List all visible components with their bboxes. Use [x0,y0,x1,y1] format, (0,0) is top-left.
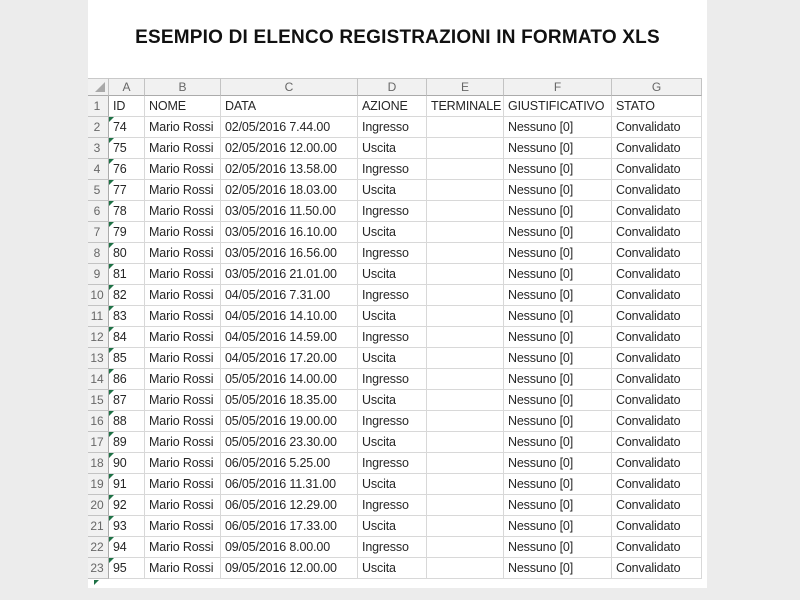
cell-stato[interactable]: Convalidato [612,243,702,264]
cell-terminale[interactable] [427,411,504,432]
cell-giustificativo[interactable]: Nessuno [0] [504,327,612,348]
table-row [88,453,702,474]
cell-giustificativo[interactable]: Nessuno [0] [504,390,612,411]
cell-id[interactable]: 81 [109,264,145,285]
cell-giustificativo[interactable]: Nessuno [0] [504,180,612,201]
cell-terminale[interactable] [427,327,504,348]
table-row [88,201,702,222]
cell-data[interactable]: 09/05/2016 8.00.00 [221,537,358,558]
cell-giustificativo[interactable]: Nessuno [0] [504,432,612,453]
cell-azione[interactable]: Uscita [358,264,427,285]
cell-nome[interactable]: Mario Rossi [145,285,221,306]
cell-giustificativo[interactable]: Nessuno [0] [504,495,612,516]
cell-data[interactable]: 06/05/2016 5.25.00 [221,453,358,474]
table-row [88,516,702,537]
cell-id[interactable]: 78 [109,201,145,222]
row-number[interactable]: 17 [88,432,109,453]
cell-data[interactable]: 09/05/2016 12.00.00 [221,558,358,579]
column-header-f[interactable]: F [504,78,612,96]
cell-nome[interactable]: Mario Rossi [145,243,221,264]
row-number[interactable]: 16 [88,411,109,432]
cell-terminale[interactable] [427,537,504,558]
cell-azione[interactable]: Ingresso [358,159,427,180]
cell-azione[interactable]: Uscita [358,138,427,159]
cell-stato[interactable]: Convalidato [612,558,702,579]
cell-giustificativo[interactable]: Nessuno [0] [504,537,612,558]
column-letter-row [88,78,702,96]
cell-data[interactable]: 03/05/2016 16.10.00 [221,222,358,243]
table-row [88,180,702,201]
table-row [88,306,702,327]
table-row [88,222,702,243]
cell-azione[interactable]: Uscita [358,222,427,243]
cell-azione[interactable]: Ingresso [358,453,427,474]
table-row [88,264,702,285]
cell-data[interactable]: 06/05/2016 17.33.00 [221,516,358,537]
cell-data[interactable]: 02/05/2016 13.58.00 [221,159,358,180]
table-row [88,138,702,159]
cell-stato[interactable]: Convalidato [612,474,702,495]
number-stored-as-text-flag-icon [109,348,114,353]
header-cell-stato[interactable]: STATO [612,96,702,117]
cell-data[interactable]: 05/05/2016 14.00.00 [221,369,358,390]
cell-terminale[interactable] [427,453,504,474]
cell-nome[interactable]: Mario Rossi [145,138,221,159]
cell-nome[interactable]: Mario Rossi [145,369,221,390]
cell-azione[interactable]: Ingresso [358,201,427,222]
cell-id[interactable]: 77 [109,180,145,201]
cell-id[interactable]: 88 [109,411,145,432]
header-cell-data[interactable]: DATA [221,96,358,117]
cell-terminale[interactable] [427,432,504,453]
cell-stato[interactable]: Convalidato [612,201,702,222]
number-stored-as-text-flag-icon [109,264,114,269]
cell-data[interactable]: 06/05/2016 11.31.00 [221,474,358,495]
column-header-b[interactable]: B [145,78,221,96]
sheet-body [88,117,702,579]
cell-id[interactable]: 84 [109,327,145,348]
cell-terminale[interactable] [427,495,504,516]
number-stored-as-text-flag-icon [109,285,114,290]
row-number[interactable]: 10 [88,285,109,306]
cell-id[interactable]: 80 [109,243,145,264]
cell-azione[interactable]: Ingresso [358,369,427,390]
cell-stato[interactable]: Convalidato [612,306,702,327]
cell-azione[interactable]: Ingresso [358,411,427,432]
cell-data[interactable]: 05/05/2016 19.00.00 [221,411,358,432]
cell-terminale[interactable] [427,285,504,306]
cell-nome[interactable]: Mario Rossi [145,474,221,495]
row-number[interactable]: 4 [88,159,109,180]
cell-azione[interactable]: Ingresso [358,495,427,516]
cell-giustificativo[interactable]: Nessuno [0] [504,264,612,285]
cell-stato[interactable]: Convalidato [612,495,702,516]
cell-stato[interactable]: Convalidato [612,264,702,285]
row-number[interactable]: 20 [88,495,109,516]
cell-data[interactable]: 05/05/2016 18.35.00 [221,390,358,411]
cell-stato[interactable]: Convalidato [612,369,702,390]
cell-giustificativo[interactable]: Nessuno [0] [504,453,612,474]
cell-giustificativo[interactable]: Nessuno [0] [504,201,612,222]
row-number[interactable]: 6 [88,201,109,222]
cell-azione[interactable]: Uscita [358,180,427,201]
cell-stato[interactable]: Convalidato [612,537,702,558]
number-stored-as-text-flag-icon [109,411,114,416]
cell-id[interactable]: 85 [109,348,145,369]
cell-nome[interactable]: Mario Rossi [145,432,221,453]
cell-azione[interactable]: Uscita [358,432,427,453]
cell-giustificativo[interactable]: Nessuno [0] [504,411,612,432]
cell-terminale[interactable] [427,369,504,390]
number-stored-as-text-flag-icon [109,222,114,227]
row-number[interactable]: 22 [88,537,109,558]
number-stored-as-text-flag-icon [109,390,114,395]
table-row [88,285,702,306]
table-header-row [88,96,702,117]
cell-terminale[interactable] [427,348,504,369]
row-number[interactable]: 13 [88,348,109,369]
cell-id[interactable]: 87 [109,390,145,411]
row-number[interactable]: 21 [88,516,109,537]
cell-stato[interactable]: Convalidato [612,453,702,474]
select-all-corner[interactable] [88,78,109,96]
cell-stato[interactable]: Convalidato [612,327,702,348]
cell-data[interactable]: 04/05/2016 14.10.00 [221,306,358,327]
cell-id[interactable]: 74 [109,117,145,138]
row-number[interactable]: 15 [88,390,109,411]
cell-giustificativo[interactable]: Nessuno [0] [504,285,612,306]
cell-id[interactable]: 86 [109,369,145,390]
cell-data[interactable]: 04/05/2016 17.20.00 [221,348,358,369]
cell-terminale[interactable] [427,159,504,180]
cell-data[interactable]: 02/05/2016 18.03.00 [221,180,358,201]
overflow-row-flag-icon [94,580,99,585]
cell-giustificativo[interactable]: Nessuno [0] [504,348,612,369]
row-number[interactable]: 5 [88,180,109,201]
number-stored-as-text-flag-icon [109,180,114,185]
number-stored-as-text-flag-icon [109,453,114,458]
cell-azione[interactable]: Ingresso [358,537,427,558]
cell-nome[interactable]: Mario Rossi [145,201,221,222]
page-title: ESEMPIO DI ELENCO REGISTRAZIONI IN FORMATO XLS [135,27,660,48]
cell-azione[interactable]: Ingresso [358,243,427,264]
cell-stato[interactable]: Convalidato [612,159,702,180]
row-number[interactable]: 12 [88,327,109,348]
row-number[interactable]: 1 [88,96,109,117]
header-cell-terminale[interactable]: TERMINALE [427,96,504,117]
cell-azione[interactable]: Ingresso [358,117,427,138]
number-stored-as-text-flag-icon [109,558,114,563]
cell-stato[interactable]: Convalidato [612,411,702,432]
number-stored-as-text-flag-icon [109,432,114,437]
row-number[interactable]: 23 [88,558,109,579]
cell-stato[interactable]: Convalidato [612,222,702,243]
cell-terminale[interactable] [427,474,504,495]
table-row [88,390,702,411]
cell-id[interactable]: 93 [109,516,145,537]
cell-id[interactable]: 89 [109,432,145,453]
table-row [88,495,702,516]
row-number[interactable]: 14 [88,369,109,390]
column-header-g[interactable]: G [612,78,702,96]
cell-nome[interactable]: Mario Rossi [145,264,221,285]
cell-terminale[interactable] [427,222,504,243]
cell-id[interactable]: 95 [109,558,145,579]
cell-stato[interactable]: Convalidato [612,390,702,411]
cell-stato[interactable]: Convalidato [612,516,702,537]
cell-nome[interactable]: Mario Rossi [145,411,221,432]
column-header-e[interactable]: E [427,78,504,96]
cell-nome[interactable]: Mario Rossi [145,537,221,558]
cell-azione[interactable]: Uscita [358,390,427,411]
cell-id[interactable]: 90 [109,453,145,474]
row-number[interactable]: 2 [88,117,109,138]
cell-terminale[interactable] [427,138,504,159]
number-stored-as-text-flag-icon [109,117,114,122]
table-row [88,327,702,348]
number-stored-as-text-flag-icon [109,138,114,143]
number-stored-as-text-flag-icon [109,159,114,164]
cell-giustificativo[interactable]: Nessuno [0] [504,159,612,180]
cell-azione[interactable]: Ingresso [358,327,427,348]
cell-nome[interactable]: Mario Rossi [145,516,221,537]
cell-azione[interactable]: Uscita [358,516,427,537]
cell-terminale[interactable] [427,306,504,327]
cell-id[interactable]: 94 [109,537,145,558]
spreadsheet-page [88,0,707,588]
column-header-d[interactable]: D [358,78,427,96]
row-number[interactable]: 7 [88,222,109,243]
row-number[interactable]: 3 [88,138,109,159]
table-row [88,243,702,264]
cell-nome[interactable]: Mario Rossi [145,390,221,411]
cell-giustificativo[interactable]: Nessuno [0] [504,369,612,390]
header-cell-giustificativo[interactable]: GIUSTIFICATIVO [504,96,612,117]
cell-nome[interactable]: Mario Rossi [145,222,221,243]
cell-giustificativo[interactable]: Nessuno [0] [504,558,612,579]
cell-azione[interactable]: Ingresso [358,285,427,306]
column-header-a[interactable]: A [109,78,145,96]
cell-giustificativo[interactable]: Nessuno [0] [504,306,612,327]
cell-data[interactable]: 04/05/2016 7.31.00 [221,285,358,306]
cell-nome[interactable]: Mario Rossi [145,117,221,138]
table-row [88,432,702,453]
table-row [88,474,702,495]
cell-terminale[interactable] [427,264,504,285]
number-stored-as-text-flag-icon [109,201,114,206]
number-stored-as-text-flag-icon [109,537,114,542]
row-number[interactable]: 11 [88,306,109,327]
table-row [88,159,702,180]
cell-data[interactable]: 03/05/2016 11.50.00 [221,201,358,222]
cell-id[interactable]: 76 [109,159,145,180]
cell-id[interactable]: 79 [109,222,145,243]
number-stored-as-text-flag-icon [109,243,114,248]
cell-giustificativo[interactable]: Nessuno [0] [504,243,612,264]
number-stored-as-text-flag-icon [109,516,114,521]
table-row [88,537,702,558]
cell-data[interactable]: 04/05/2016 14.59.00 [221,327,358,348]
cell-terminale[interactable] [427,243,504,264]
cell-nome[interactable]: Mario Rossi [145,306,221,327]
cell-azione[interactable]: Uscita [358,474,427,495]
cell-id[interactable]: 92 [109,495,145,516]
cell-stato[interactable]: Convalidato [612,138,702,159]
cell-azione[interactable]: Uscita [358,558,427,579]
cell-terminale[interactable] [427,117,504,138]
cell-id[interactable]: 91 [109,474,145,495]
number-stored-as-text-flag-icon [109,474,114,479]
cell-azione[interactable]: Uscita [358,348,427,369]
table-row [88,348,702,369]
cell-terminale[interactable] [427,390,504,411]
cell-data[interactable]: 05/05/2016 23.30.00 [221,432,358,453]
cell-giustificativo[interactable]: Nessuno [0] [504,474,612,495]
cell-id[interactable]: 82 [109,285,145,306]
cell-giustificativo[interactable]: Nessuno [0] [504,117,612,138]
cell-giustificativo[interactable]: Nessuno [0] [504,516,612,537]
table-row [88,558,702,579]
cell-terminale[interactable] [427,201,504,222]
cell-nome[interactable]: Mario Rossi [145,495,221,516]
cell-nome[interactable]: Mario Rossi [145,348,221,369]
number-stored-as-text-flag-icon [109,369,114,374]
number-stored-as-text-flag-icon [109,327,114,332]
row-number[interactable]: 19 [88,474,109,495]
cell-giustificativo[interactable]: Nessuno [0] [504,138,612,159]
row-number[interactable]: 18 [88,453,109,474]
column-header-c[interactable]: C [221,78,358,96]
cell-id[interactable]: 75 [109,138,145,159]
table-row [88,117,702,138]
header-cell-azione[interactable]: AZIONE [358,96,427,117]
number-stored-as-text-flag-icon [109,495,114,500]
cell-terminale[interactable] [427,180,504,201]
cell-data[interactable]: 03/05/2016 16.56.00 [221,243,358,264]
cell-nome[interactable]: Mario Rossi [145,159,221,180]
select-all-triangle-icon [95,82,105,92]
table-row [88,369,702,390]
cell-nome[interactable]: Mario Rossi [145,558,221,579]
cell-data[interactable]: 06/05/2016 12.29.00 [221,495,358,516]
cell-data[interactable]: 02/05/2016 12.00.00 [221,138,358,159]
spreadsheet-grid [88,78,702,579]
cell-stato[interactable]: Convalidato [612,180,702,201]
row-number[interactable]: 8 [88,243,109,264]
cell-nome[interactable]: Mario Rossi [145,180,221,201]
cell-id[interactable]: 83 [109,306,145,327]
row-number[interactable]: 9 [88,264,109,285]
table-row [88,411,702,432]
cell-azione[interactable]: Uscita [358,306,427,327]
cell-giustificativo[interactable]: Nessuno [0] [504,222,612,243]
cell-stato[interactable]: Convalidato [612,432,702,453]
cell-data[interactable]: 02/05/2016 7.44.00 [221,117,358,138]
cell-terminale[interactable] [427,516,504,537]
cell-stato[interactable]: Convalidato [612,285,702,306]
cell-data[interactable]: 03/05/2016 21.01.00 [221,264,358,285]
cell-stato[interactable]: Convalidato [612,348,702,369]
cell-nome[interactable]: Mario Rossi [145,453,221,474]
header-cell-nome[interactable]: NOME [145,96,221,117]
header-cell-id[interactable]: ID [109,96,145,117]
cell-terminale[interactable] [427,558,504,579]
cell-stato[interactable]: Convalidato [612,117,702,138]
number-stored-as-text-flag-icon [109,306,114,311]
cell-nome[interactable]: Mario Rossi [145,327,221,348]
